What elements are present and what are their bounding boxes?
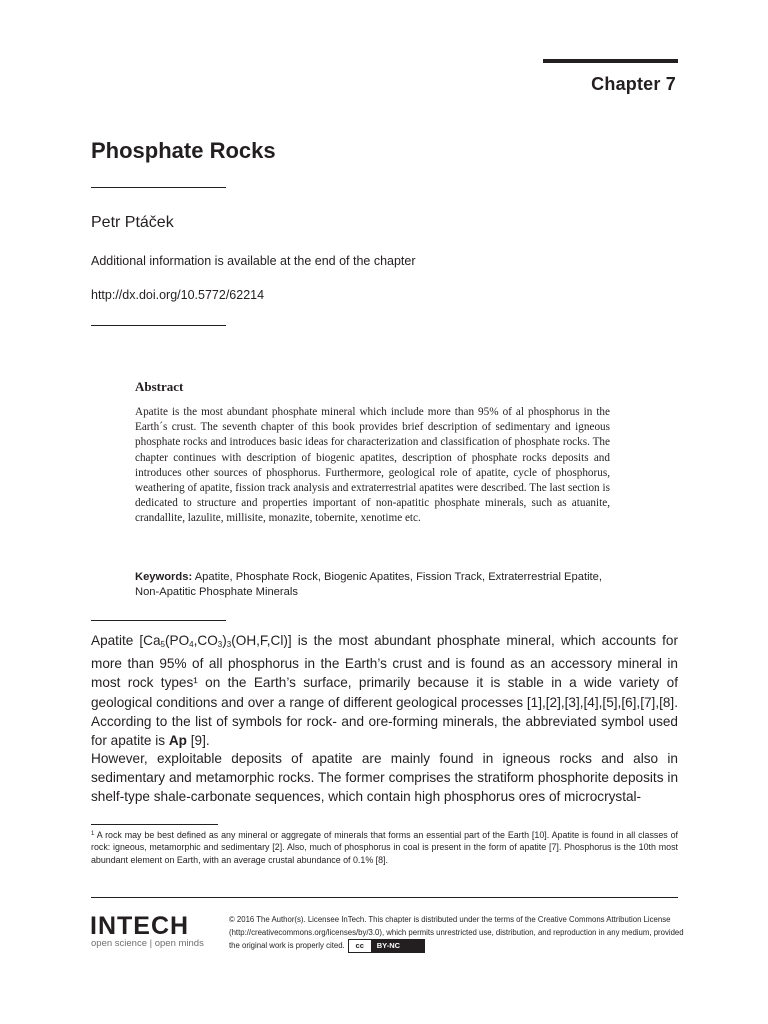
cc-by-nc-badge-icon[interactable]: cc BY-NC xyxy=(348,939,425,953)
header-rule-top xyxy=(543,59,678,63)
body-paragraph-1: Apatite $[Ca_5(PO_4,CO_3)_3(OH,F,Cl)]$ is the most abundant phosphate mineral, which accounts for more than 95% of all phosphorus in the Earth’s crust and is found as an accessory mineral in most rock types¹ on the Earth’s surface, primarily because it is stable in a wide variety of geological conditions and over a range of different geological processes [1],[2],[3],[4],[5],[6],[7],[8]. According to the list of symbols for rock- and ore-forming minerals, the abbreviated symbol used for apatite is Ap [9]. xyxy=(91,633,678,749)
abstract-heading: Abstract xyxy=(135,379,184,394)
footnote-rule xyxy=(91,824,218,825)
footnote: $^1$ A rock may be best defined as any mineral or aggregate of minerals that forms an essential part of the Earth [10]. Apatite is found in all classes of rock: igneous, metamorphic and sedimentary [2]. Also, much of phosphorus in coal is present in the form of apatite [7]. Phosphorus is the 10th most abundant element on Earth, with an average crustal abundance of 0.1% [8]. xyxy=(91,830,678,865)
keywords-list: Apatite, Phosphate Rock, Biogenic Apatites, Fission Track, Extraterrestrial Epatite, Non-Apatitic Phosphate Minerals xyxy=(135,571,602,599)
author-name: Petr Ptáček xyxy=(91,214,174,231)
intech-tagline: open science | open minds xyxy=(91,938,204,949)
title-rule xyxy=(91,187,226,188)
body-paragraph-2: However, exploitable deposits of apatite are mainly found in igneous rocks and also in sedimentary and metamorphic rocks. The former comprises the stratiform phosphorite deposits in shelf-type shale-carbonate sequences, which contain high phosphorus ores of microcrystal- xyxy=(91,751,678,805)
doi-link[interactable]: http://dx.doi.org/10.5772/62214 xyxy=(91,288,265,302)
abstract-rule xyxy=(91,620,226,621)
abstract-text: Apatite is the most abundant phosphate mineral which include more than 95% of al phosphorus in the Earth´s crust. The seventh chapter of this book provides brief description of sedimentary and igneous phosphate rocks and introduces basic ideas for characterization and classification of phosphate rocks. The chapter continues with description of biogenic apatites, description of phosphate rocks deposits and introduces other sources of phosphorus. Furthermore, geological role of apatite, cycle of phosphorus, weathering of apatite, fission track analysis and extraterrestrial apatites were described. The last section is dedicated to structure and properties important of non-apatitic phosphate minerals, such as atuanite, crandallite, lazulite, millisite, monazite, tobernite, xenotime etc. xyxy=(135,406,610,525)
additional-info: Additional information is available at the end of the chapter xyxy=(91,254,416,268)
chapter-label: Chapter 7 xyxy=(591,74,676,94)
header-rule-bottom xyxy=(91,325,226,326)
intech-logo: INTECH xyxy=(90,912,190,940)
keywords-label: Keywords: xyxy=(135,571,193,583)
footer-rule xyxy=(91,897,678,898)
keywords xyxy=(135,570,610,600)
license-text: © 2016 The Author(s). Licensee InTech. This chapter is distributed under the terms of the Creative Commons Attribution License (http://creativecommons.org/licenses/by/3.0), which permits unrestricted use, distribution, and reproduction in any medium, provided the original work is properly cited. cc BY-NC xyxy=(229,913,684,953)
footnote-marker: 1 xyxy=(91,831,95,837)
apatite-symbol: Ap xyxy=(168,733,187,749)
chapter-title: Phosphate Rocks xyxy=(91,138,276,163)
